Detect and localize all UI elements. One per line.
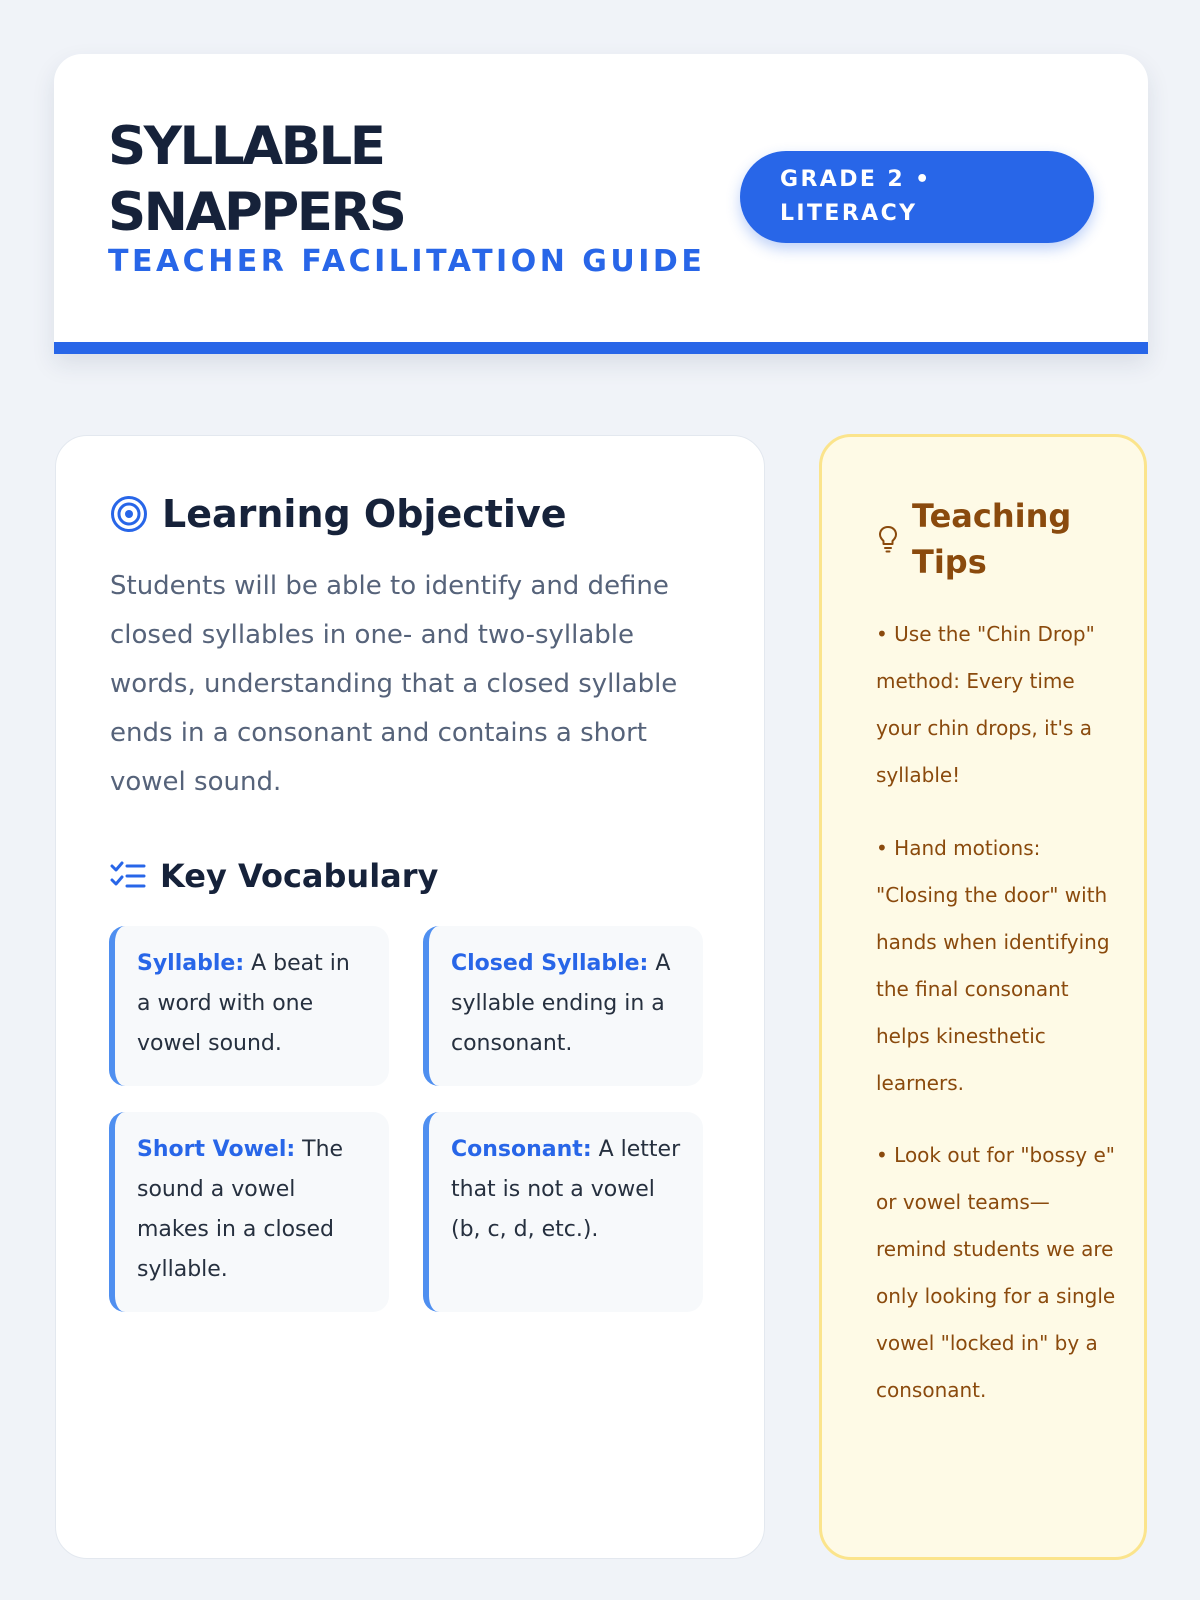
objective-heading: Learning Objective [162, 492, 567, 536]
teaching-tips-card [819, 434, 1147, 1560]
objective-text: Students will be able to identify and define closed syllables in one- and two-syllable words, understanding that a closed syllable ends in a consonant and contains a short vowel sound. [110, 571, 678, 797]
vocab-definition: A beat in a word with one vowel sound. [137, 951, 350, 1056]
tip-item: • Hand motions: "Closing the door" with hands when identifying the final consonant helps kinesthetic learners. [876, 836, 1110, 1095]
vocab-card-syllable [109, 926, 389, 1086]
header-card [54, 54, 1148, 354]
vocab-card-short-vowel [109, 1112, 389, 1312]
grade-badge: GRADE 2 • LITERACY [740, 151, 1094, 243]
tips-heading: Teaching Tips [912, 497, 1072, 581]
page-subtitle: TEACHER FACILITATION GUIDE [108, 244, 706, 279]
checklist-icon [110, 860, 146, 892]
target-icon [110, 495, 148, 533]
tip-item: • Use the "Chin Drop" method: Every time your chin drops, it's a syllable! [876, 622, 1095, 787]
vocab-definition: A syllable ending in a consonant. [451, 951, 671, 1056]
page-title: SYLLABLE SNAPPERS [108, 116, 405, 243]
vocab-definition: A letter that is not a vowel (b, c, d, etc.). [451, 1137, 681, 1242]
vocab-term: Consonant: [451, 1137, 592, 1162]
vocab-definition: The sound a vowel makes in a closed syllable. [137, 1137, 344, 1282]
main-card [55, 435, 765, 1559]
vocab-term: Closed Syllable: [451, 951, 649, 976]
tip-item: • Look out for "bossy e" or vowel teams—remind students we are only looking for a single vowel "locked in" by a consonant. [876, 1143, 1116, 1402]
vocab-card-consonant [423, 1112, 703, 1312]
lightbulb-icon [878, 525, 898, 553]
vocab-term: Short Vowel: [137, 1137, 296, 1162]
objective-heading-row [110, 488, 567, 540]
vocab-card-closed-syllable [423, 926, 703, 1086]
vocab-term: Syllable: [137, 951, 245, 976]
vocabulary-heading-row [110, 854, 438, 898]
tips-heading-row [878, 493, 1082, 585]
vocabulary-heading: Key Vocabulary [160, 857, 439, 895]
